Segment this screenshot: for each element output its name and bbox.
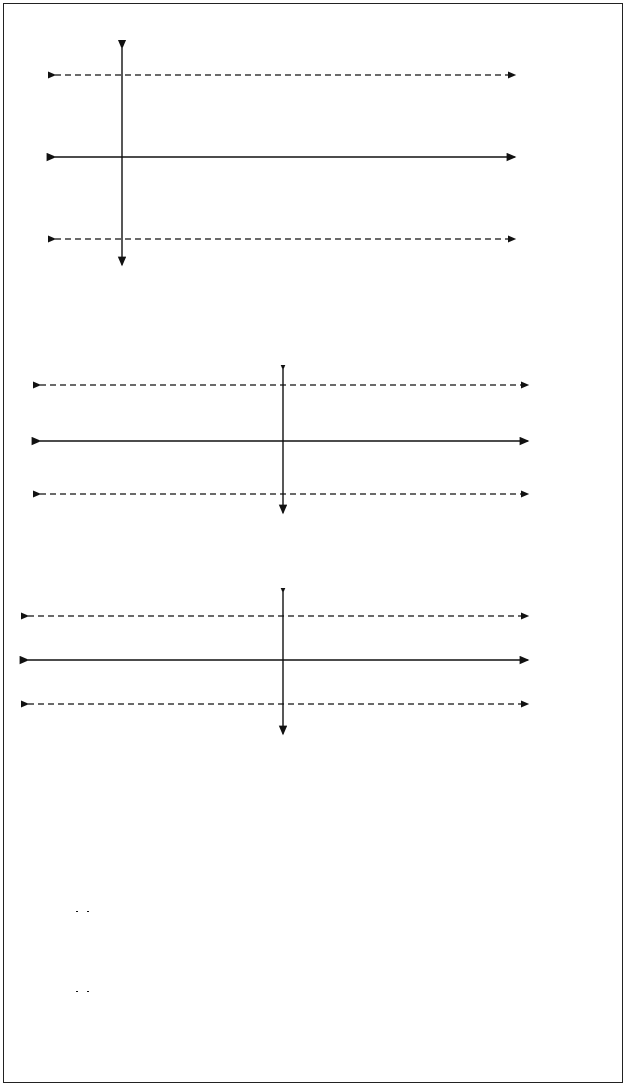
cosine-graph-minus360-360 (0, 365, 628, 515)
paragraph-2 (26, 544, 598, 570)
fraction-pi-over-2 (76, 911, 78, 912)
paragraph-3 (26, 788, 598, 814)
sine-graph-minus4pi-4pi (0, 588, 628, 738)
fraction-pi-over-2 (87, 911, 89, 912)
cosine-graph-0-360 (0, 40, 628, 270)
paragraph-4 (26, 864, 598, 890)
fraction-pi-over-2 (76, 991, 78, 992)
paragraph-1 (26, 282, 598, 308)
fraction-pi-over-2 (87, 991, 89, 992)
